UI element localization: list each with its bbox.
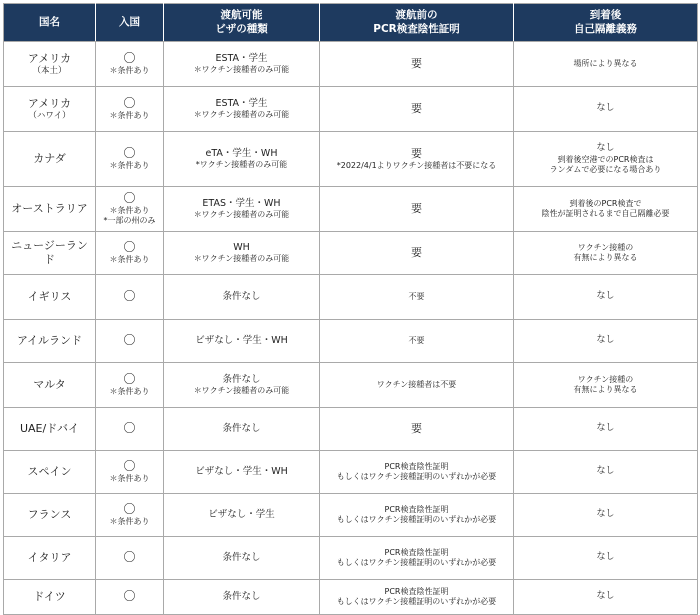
quarantine-note: 有無により異なる [573, 385, 638, 394]
country-sub: （ハワイ） [28, 110, 71, 121]
entry-mark: 〇 [123, 333, 136, 348]
quarantine-cell [514, 320, 698, 363]
pcr-requirement: ワクチン接種者は不要 [376, 380, 457, 389]
country-cell [4, 580, 96, 615]
header-pcr [320, 4, 514, 42]
pcr-requirement: PCR検査陰性証明 [384, 587, 449, 596]
entry-note: ＊条件あり [109, 254, 150, 264]
pcr-cell [320, 451, 514, 494]
pcr-requirement: PCR検査陰性証明 [384, 505, 449, 514]
table-row [4, 232, 698, 275]
quarantine-value: なし [596, 291, 615, 302]
quarantine-note: 陰性が証明されるまで自己隔離必要 [541, 209, 670, 218]
quarantine-value: 場所により異なる [573, 59, 638, 68]
visa-type: 条件なし [222, 552, 261, 564]
quarantine-cell [514, 537, 698, 580]
entry-mark: 〇 [123, 589, 136, 604]
country-name: カナダ [33, 152, 66, 166]
country-name: アイルランド [16, 334, 82, 348]
entry-note-2: *一部の州のみ [103, 215, 156, 225]
quarantine-value: ワクチン接種の [577, 243, 634, 252]
pcr-cell [320, 187, 514, 232]
quarantine-value: 到着後のPCR検査で [569, 199, 642, 208]
header-country: 国名 [4, 4, 96, 42]
visa-type: eTA・学生・WH [205, 148, 278, 160]
visa-note: ＊ワクチン接種者のみ可能 [193, 109, 290, 119]
pcr-cell [320, 87, 514, 132]
table-row [4, 132, 698, 187]
visa-note: ＊ワクチン接種者のみ可能 [193, 385, 290, 395]
table-row [4, 320, 698, 363]
entry-mark: 〇 [123, 372, 136, 387]
entry-mark: 〇 [123, 96, 136, 111]
table-row [4, 187, 698, 232]
entry-note: ＊条件あり [109, 386, 150, 396]
quarantine-cell [514, 232, 698, 275]
pcr-requirement: PCR検査陰性証明 [384, 548, 449, 557]
pcr-requirement: 不要 [408, 292, 425, 301]
header-pcr-line2: PCR検査陰性証明 [373, 22, 460, 35]
visa-cell [164, 408, 320, 451]
quarantine-note: 到着後空港でのPCR検査は [557, 154, 654, 164]
pcr-cell [320, 320, 514, 363]
country-name: ニュージーランド [11, 239, 88, 266]
visa-type: ESTA・学生 [215, 98, 268, 110]
entry-mark: 〇 [123, 289, 136, 304]
entry-mark: 〇 [123, 191, 136, 206]
quarantine-cell [514, 42, 698, 87]
country-cell [4, 494, 96, 537]
country-name: アメリカ [27, 96, 72, 110]
quarantine-cell [514, 132, 698, 187]
table-row [4, 451, 698, 494]
visa-cell [164, 132, 320, 187]
visa-type: WH [233, 242, 250, 254]
table-row [4, 580, 698, 615]
pcr-cell [320, 580, 514, 615]
pcr-cell [320, 494, 514, 537]
header-visa-line2: ビザの種類 [215, 22, 268, 35]
pcr-cell [320, 537, 514, 580]
entry-cell [96, 408, 164, 451]
entry-mark: 〇 [123, 421, 136, 436]
entry-cell [96, 275, 164, 320]
visa-cell [164, 42, 320, 87]
country-name: フランス [27, 508, 72, 522]
quarantine-cell [514, 275, 698, 320]
pcr-cell [320, 408, 514, 451]
pcr-requirement: PCR検査陰性証明 [384, 462, 449, 471]
entry-cell [96, 537, 164, 580]
country-name: オーストラリア [11, 202, 88, 216]
entry-mark: 〇 [123, 146, 136, 161]
visa-cell [164, 87, 320, 132]
pcr-cell [320, 363, 514, 408]
visa-type: 条件なし [222, 423, 261, 435]
visa-note: ＊ワクチン接種者のみ可能 [193, 209, 290, 219]
visa-cell [164, 363, 320, 408]
quarantine-cell [514, 408, 698, 451]
visa-cell [164, 537, 320, 580]
entry-cell [96, 580, 164, 615]
visa-cell [164, 320, 320, 363]
entry-note: ＊条件あり [109, 65, 150, 75]
country-cell [4, 187, 96, 232]
pcr-note: もしくはワクチン接種証明のいずれかが必要 [336, 515, 497, 524]
pcr-requirement: 不要 [408, 336, 425, 345]
pcr-requirement: 要 [411, 246, 422, 260]
entry-cell [96, 42, 164, 87]
pcr-note: もしくはワクチン接種証明のいずれかが必要 [336, 597, 497, 606]
visa-note: ＊ワクチン接種者のみ可能 [193, 64, 290, 74]
table-row [4, 363, 698, 408]
visa-type: ETAS・学生・WH [202, 198, 281, 210]
header-quarantine [514, 4, 698, 42]
quarantine-cell [514, 494, 698, 537]
quarantine-value: なし [596, 143, 615, 154]
visa-type: ビザなし・学生 [208, 509, 275, 521]
visa-type: 条件なし [222, 374, 261, 386]
pcr-cell [320, 275, 514, 320]
quarantine-cell [514, 580, 698, 615]
visa-type: ビザなし・学生・WH [195, 335, 288, 347]
header-visa [164, 4, 320, 42]
table-header-row [4, 4, 698, 42]
country-cell [4, 363, 96, 408]
country-name: ドイツ [33, 590, 66, 604]
entry-mark: 〇 [123, 502, 136, 517]
visa-type: ESTA・学生 [215, 53, 268, 65]
pcr-note: *2022/4/1よりワクチン接種者は不要になる [336, 160, 497, 170]
entry-note: ＊条件あり [109, 473, 150, 483]
pcr-note: もしくはワクチン接種証明のいずれかが必要 [336, 472, 497, 481]
entry-cell [96, 363, 164, 408]
country-name: UAE/ドバイ [19, 422, 79, 436]
pcr-note: もしくはワクチン接種証明のいずれかが必要 [336, 558, 497, 567]
header-pcr-line1: 渡航前の [395, 9, 438, 22]
quarantine-value: なし [596, 552, 615, 563]
header-entry: 入国 [96, 4, 164, 42]
entry-cell [96, 187, 164, 232]
pcr-cell [320, 232, 514, 275]
quarantine-value: なし [596, 466, 615, 477]
entry-note: ＊条件あり [109, 160, 150, 170]
visa-note: *ワクチン接種者のみ可能 [195, 159, 288, 169]
header-quarantine-line1: 到着後 [589, 9, 622, 22]
table-row [4, 537, 698, 580]
header-visa-line1: 渡航可能 [220, 9, 263, 22]
header-quarantine-line2: 自己隔離義務 [574, 22, 637, 35]
pcr-requirement: 要 [411, 147, 422, 161]
table-row [4, 87, 698, 132]
visa-cell [164, 451, 320, 494]
table-row [4, 275, 698, 320]
country-name: イタリア [27, 551, 72, 565]
country-cell [4, 408, 96, 451]
entry-note: ＊条件あり [109, 516, 150, 526]
country-cell [4, 87, 96, 132]
entry-cell [96, 87, 164, 132]
country-cell [4, 275, 96, 320]
pcr-cell [320, 42, 514, 87]
entry-cell [96, 320, 164, 363]
entry-mark: 〇 [123, 550, 136, 565]
quarantine-note-2: ランダムで必要になる場合あり [549, 164, 662, 174]
quarantine-note: 有無により異なる [573, 253, 638, 262]
country-name: スペイン [27, 465, 72, 479]
visa-note: ＊ワクチン接種者のみ可能 [193, 253, 290, 263]
country-cell [4, 320, 96, 363]
pcr-cell [320, 132, 514, 187]
visa-type: 条件なし [222, 291, 261, 303]
entry-mark: 〇 [123, 459, 136, 474]
travel-requirements-table [3, 3, 698, 615]
pcr-requirement: 要 [411, 202, 422, 216]
entry-cell [96, 132, 164, 187]
table-row [4, 494, 698, 537]
entry-mark: 〇 [123, 51, 136, 66]
visa-cell [164, 275, 320, 320]
quarantine-value: なし [596, 423, 615, 434]
quarantine-value: ワクチン接種の [577, 375, 634, 384]
visa-cell [164, 580, 320, 615]
quarantine-value: なし [596, 591, 615, 602]
visa-cell [164, 232, 320, 275]
country-sub: （本土） [32, 65, 67, 76]
visa-cell [164, 494, 320, 537]
pcr-requirement: 要 [411, 422, 422, 436]
visa-cell [164, 187, 320, 232]
country-cell [4, 451, 96, 494]
country-name: マルタ [33, 378, 66, 392]
entry-note: ＊条件あり [109, 205, 150, 215]
visa-type: ビザなし・学生・WH [195, 466, 288, 478]
quarantine-cell [514, 363, 698, 408]
quarantine-value: なし [596, 103, 615, 114]
quarantine-value: なし [596, 509, 615, 520]
entry-mark: 〇 [123, 240, 136, 255]
quarantine-value: なし [596, 335, 615, 346]
pcr-requirement: 要 [411, 102, 422, 116]
entry-note: ＊条件あり [109, 110, 150, 120]
entry-cell [96, 494, 164, 537]
country-cell [4, 232, 96, 275]
country-cell [4, 537, 96, 580]
country-cell [4, 42, 96, 87]
table-row [4, 42, 698, 87]
table-row [4, 408, 698, 451]
country-name: アメリカ [27, 51, 72, 65]
pcr-requirement: 要 [411, 57, 422, 71]
quarantine-cell [514, 187, 698, 232]
entry-cell [96, 451, 164, 494]
quarantine-cell [514, 87, 698, 132]
entry-cell [96, 232, 164, 275]
country-cell [4, 132, 96, 187]
visa-type: 条件なし [222, 591, 261, 603]
quarantine-cell [514, 451, 698, 494]
country-name: イギリス [27, 290, 72, 304]
